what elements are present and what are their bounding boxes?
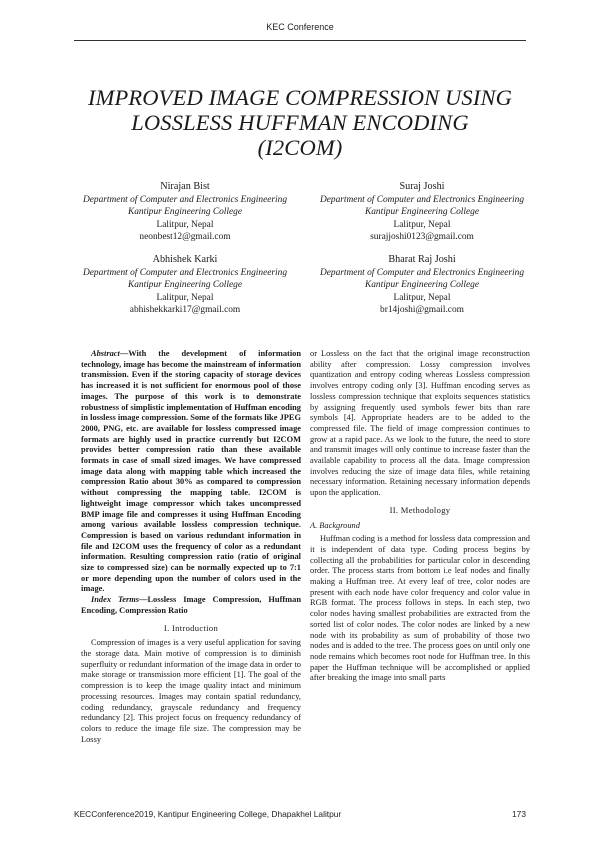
background-paragraph: Huffman coding is a method for lossless data compression and it is independent of data type. Coding process begins by collecting all the probabilities for particular color in descending order. The process starts from bottom i.e leaf nodes and finally making a Huffman tree. At every leaf of tree, color nodes are present with each node have color frequency and color value in RGB format. The process follows in steps. In each step, two color nodes having smallest probabilities are extracted from the sorted list of color nodes. The color nodes are linked by a new node with its probability as sum of probability of those two nodes and is added to the tree. The process goes on until only one node remains which becomes root node for Huffman tree. In this paper the Huffman technique will be accomplished or applied after breaking the image into small parts [310, 534, 530, 683]
title-line: LOSSLESS HUFFMAN ENCODING [131, 110, 469, 135]
right-column [310, 349, 530, 684]
author-block [297, 253, 547, 317]
author-college: Kantipur Engineering College [364, 280, 480, 291]
author-email: neonbest12@gmail.com [139, 232, 231, 243]
author-location: Lalitpur, Nepal [393, 219, 451, 230]
page-number: 173 [512, 809, 526, 819]
author-email: br14joshi@gmail.com [380, 305, 464, 316]
index-terms-label: Index Terms [91, 595, 140, 605]
page-footer [74, 809, 526, 819]
author-block [297, 180, 547, 244]
left-column [81, 349, 301, 745]
author-block [60, 253, 310, 317]
abstract-label: Abstract [91, 349, 120, 358]
abstract [81, 349, 301, 595]
footer-venue: KECConference2019, Kantipur Engineering College, Dhapakhel Lalitpur [74, 809, 342, 819]
header-rule [74, 40, 526, 41]
author-college: Kantipur Engineering College [127, 280, 243, 291]
section-heading-methodology: II. Methodology [389, 504, 451, 515]
author-location: Lalitpur, Nepal [156, 292, 214, 303]
index-terms [81, 595, 301, 616]
author-college: Kantipur Engineering College [364, 207, 480, 218]
author-department: Department of Computer and Electronics Engineering [82, 268, 288, 278]
author-department: Department of Computer and Electronics Engineering [319, 268, 525, 278]
author-block [60, 180, 310, 244]
running-header: KEC Conference [266, 22, 334, 32]
title-line: (I2COM) [257, 135, 343, 160]
author-email: abhishekkarki17@gmail.com [129, 305, 241, 316]
author-email: surajjoshi0123@gmail.com [370, 232, 474, 243]
title-line: IMPROVED IMAGE COMPRESSION USING [87, 85, 513, 110]
author-college: Kantipur Engineering College [127, 207, 243, 218]
author-department: Department of Computer and Electronics Engineering [82, 195, 288, 205]
author-name: Nirajan Bist [160, 181, 210, 192]
author-location: Lalitpur, Nepal [156, 219, 214, 230]
abstract-text: —With the development of information technology, image has become the mainstream of information transmission. Even if the storing capacity of storage devices has increased it is not sufficient for enormous pool of those images. The purpose of this work is to demonstrate robustness of simplistic implementation of Huffman encoding in lossless image compression. Some of the formats like JPEG 2000, PNG, etc. are available for lossless compressed image formats are highly used in practice currently but I2COM provides better compression ratio than these available formats in case of small sized images. We have compressed image data along with mapping table which increased the compression Ratio about 30% as compared to compression without compressing the mapping table. I2COM is lightweight image compressor which takes uncompressed BMP image file and compresses it using Huffman Encoding among various available lossless compression technique. Compression is based on various redundant information in file and I2COM uses the frequency of color as a redundant information. Resulting compression ratio (ratio of original size to compressed size) can be normally expected up to 7:1 or more depending upon the number of colors used in the image. [81, 349, 301, 594]
introduction-paragraph: Compression of images is a very useful application for saving the storage data. Main motive of compression is to diminish superfluity or redundant information of the image data in order to make storage or transmission more efficient [1]. The goal of the compression is to keep the image quality intact and minimum processing resources. Images may contain spatial redundancy, coding redundancy, grayscale redundancy and frequency redundancy [2]. This project focus on frequency redundancy of colors to reduce the image file size. The compression may be Lossy [81, 638, 301, 744]
author-name: Bharat Raj Joshi [388, 254, 456, 265]
author-name: Abhishek Karki [152, 254, 218, 265]
author-department: Department of Computer and Electronics Engineering [319, 195, 525, 205]
author-name: Suraj Joshi [399, 181, 445, 192]
subsection-heading-background: A. Background [310, 520, 360, 530]
index-terms-text: —Lossless Image Compression, Huffman Encoding, Compression Ratio [81, 595, 301, 615]
introduction-continuation: or Lossless on the fact that the original image reconstruction ability after compression. Lossy compression involves quantization and entropy coding whereas Lossless compression involves entropy coding only [3]. Huffman encoding serves as lossless compression technique that exploits sequences statistics by assigning frequently used symbols fewer bits than rare symbols [4]. Appropriate headers are to be added to the compressed file. The field of image compression continues to grow at a rapid pace. As we look to the future, the need to store and transmit images will only continue to increase faster than the available capability to process all the data. Image compression involves reducing the size of image data files, while retaining necessary information. Retaining necessary information depends upon the application. [310, 349, 530, 498]
author-location: Lalitpur, Nepal [393, 292, 451, 303]
paper-title [40, 85, 560, 160]
section-heading-introduction: I. Introduction [163, 622, 219, 633]
